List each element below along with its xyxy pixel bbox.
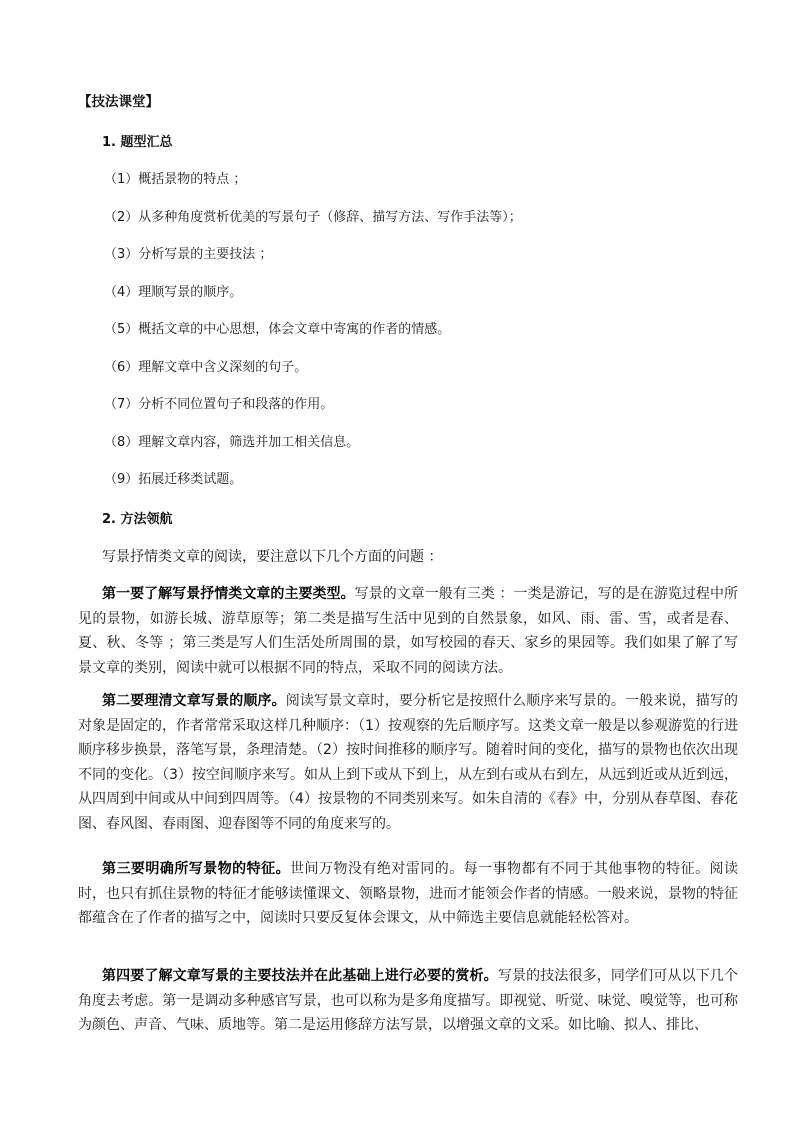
paragraph-body: 世间万物没有绝对雷同的。每一事物都有不同于其他事物的特征。阅读时，也只有抓住景物的特征才能够读懂课文、领略景物，进而才能领会作者的情感。一般来说，景物的特征都蕴含在了作者的描写之中，阅读时只要反复体会课文，从中筛选主要信息就能轻松答对。 (78, 861, 738, 926)
paragraph-lead: 第四要了解文章写景的主要技法并在此基础上进行必要的赏析。 (102, 968, 498, 984)
list-item: （7）分析不同位置句子和段落的作用。 (104, 397, 334, 412)
paragraph-body: 写景的文章一般有三类 ：一类是游记，写的是在游览过程中所见的景物，如游长城、游草原等；第二类是描写生活中见到的自然景象，如风、雨、雷、雪，或者是春、夏、秋、冬等 ；第三类是写人们生活处所周围的景，如写校园的春天、家乡的果园等。我们如果了解了写景文章的类别，阅读中就可以根据不同的特点，采取不同的阅读方法。 (78, 586, 739, 676)
list-item: （9）拓展迁移类试题。 (104, 472, 243, 487)
section-title: 【技法课堂】 (78, 94, 159, 110)
list-item: （3）分析写景的主要技法 ； (104, 247, 273, 262)
paragraph-lead: 第二要理清文章写景的顺序。 (102, 693, 286, 709)
list-item: （4）理顺写景的顺序。 (104, 284, 243, 300)
paragraph-body: 阅读写景文章时，要分析它是按照什么顺序来写景的。一般来说，描写的对象是固定的，作者常常采取这样几种顺序：（1）按观察的先后顺序写。这类文章一般是以参观游览的行进顺序移步换景，落笔写景，条理清楚。（2）按时间推移的顺序写。随着时间的变化，描写的景物也依次出现不同的变化。（3）按空间顺序来写。如从上到下或从下到上，从左到右或从右到左，从远到近或从近到远，从四周到中间或从中间到四周等。（4）按景物的不同类别来写。如朱自清的《春》中，分别从春草图、春花图、春风图、春雨图、迎春图等不同的角度来写的。 (78, 693, 739, 832)
paragraph-body: 写景的技法很多，同学们可从以下几个角度去考虑。第一是调动多种感官写景，也可以称为是多角度描写。即视觉、听觉、味觉、嗅觉等，也可称为颜色、声音、气味、质地等。第二是运用修辞方法写景，以增强文章的文采。如比喻、拟人、排比、 (78, 968, 739, 1033)
paragraph-2 (78, 689, 738, 836)
list-item: （5）概括文章的中心思想，体会文章中寄寓的作者的情感。 (104, 322, 451, 337)
paragraph-lead: 第一要了解写景抒情类文章的主要类型。 (102, 586, 355, 602)
list-item: （6）理解文章中含义深刻的句子。 (104, 359, 308, 375)
heading-question-types: 1. 题型汇总 (102, 135, 173, 150)
paragraph-1 (78, 582, 738, 680)
paragraph-4 (78, 964, 738, 1038)
intro-sentence: 写景抒情类文章的阅读，要注意以下几个方面的问题 ： (102, 549, 443, 565)
question-type-list (104, 170, 522, 508)
paragraph-3 (78, 857, 738, 931)
list-item: （8）理解文章内容，筛选并加工相关信息。 (104, 434, 360, 450)
paragraph-lead: 第三要明确所写景物的特征。 (102, 861, 291, 877)
heading-method-guide: 2. 方法领航 (102, 512, 173, 527)
list-item: （1）概括景物的特点 ； (104, 172, 247, 187)
list-item: （2）从多种角度赏析优美的写景句子（修辞、描写方法、写作手法等）； (104, 209, 522, 225)
